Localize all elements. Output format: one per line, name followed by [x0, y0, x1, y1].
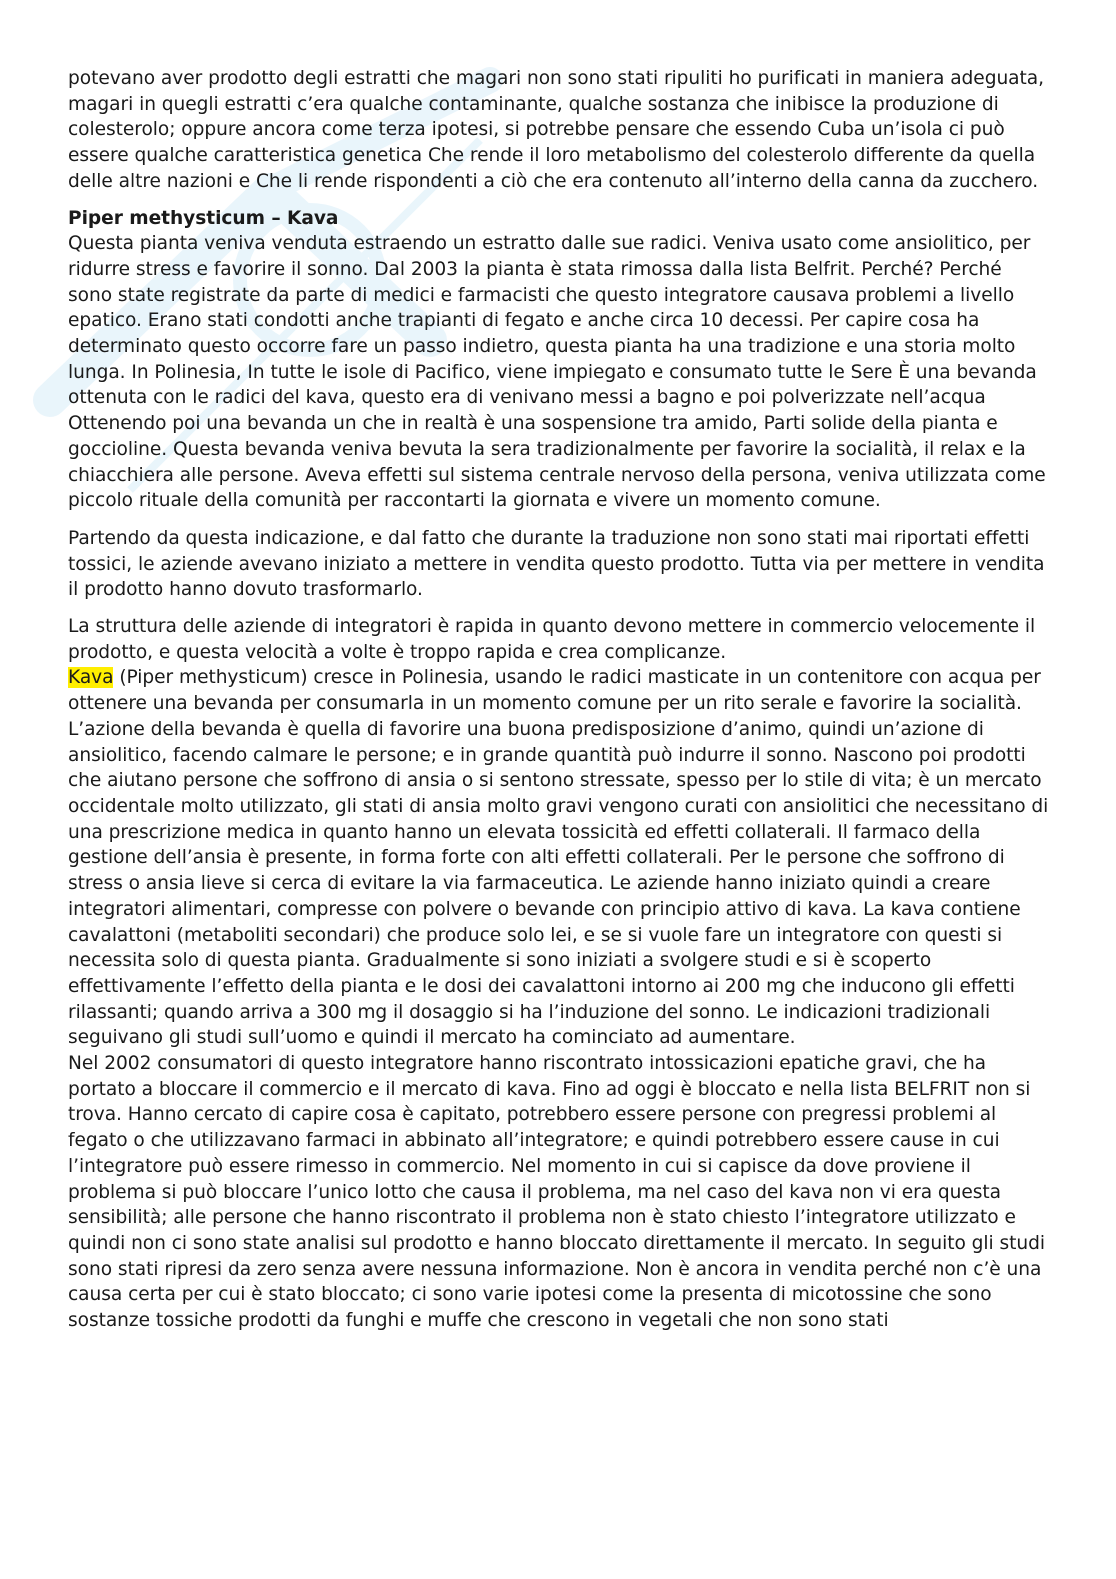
paragraph-2002-intoxications: Nel 2002 consumatori di questo integratore hanno riscontrato intossicazioni epatiche gravi, che ha portato a bloccare il commercio e il mercato di kava. Fino ad oggi è bloccato e nella lista BELFRIT non si trova. Hanno cercato di capire cosa è capitato, potrebbero essere persone con pregressi problemi al fegato o che utilizzavano farmaci in abbinato all’integratore; e quindi potrebbero essere cause in cui l’integratore può essere rimesso in commercio. Nel momento in cui si capisce da dove proviene il problema si può bloccare l’unico lotto che causa il problema, ma nel caso del kava non vi era questa sensibilità; alle persone che hanno riscontrato il problema non è stato chiesto l’integratore utilizzato e quindi non ci sono state analisi sul prodotto e hanno bloccato direttamente il mercato. In seguito gli studi sono stati ripresi da zero senza avere nessuna informazione. Non è ancora in vendita perché non c’è una causa certa per cui è stato bloccato; ci sono varie ipotesi come la presenta di micotossine che sono sostanze tossiche prodotti da funghi e muffe che crescono in vegetali che non sono stati [68, 1053, 1045, 1332]
highlighted-term-kava: Kava [68, 667, 114, 689]
paragraph-kava-description [68, 665, 1050, 1051]
paragraph-cholesterol-hypotheses: potevano aver prodotto degli estratti che magari non sono stati ripuliti ho purificati in maniera adeguata, magari in quegli estratti c’era qualche contaminante, qualche sostanza che inibisce la produzione di colesterolo; oppure ancora come terza ipotesi, si potrebbe pensare che essendo Cuba un’isola ci può essere qualche caratteristica genetica Che rende il loro metabolismo del colesterolo differente da quella delle altre nazioni e Che li rende rispondenti a ciò che era contenuto all’interno della canna da zucchero. [68, 68, 1044, 192]
section-kava [68, 206, 1050, 514]
paragraph-company-structure: La struttura delle aziende di integratori è rapida in quanto devono mettere in commercio velocemente il prodotto, e questa velocità a volte è troppo rapida e crea complicanze. [68, 616, 1036, 663]
kava-description-text: (Piper methysticum) cresce in Polinesia, usando le radici masticate in un contenitore con acqua per ottenere una bevanda per consumarla in un momento comune per un rito serale e favorire la socialità. L’azione della bevanda è quella di favorire una buona predisposizione d’animo, quindi un’azione di ansiolitico, facendo calmare le persone; e in grande quantità può indurre il sonno. Nascono poi prodotti che aiutano persone che soffrono di ansia o si sentono stressate, spesso per lo stile di vita; è un mercato occidentale molto utilizzato, gli stati di ansia molto gravi vengono curati con ansiolitici che necessitano di una prescrizione medica in quanto hanno un elevata tossicità ed effetti collaterali. Il farmaco della gestione dell’ansia è presente, in forma forte con alti effetti collaterali. Per le persone che soffrono di stress o ansia lieve si cerca di evitare la via farmaceutica. Le aziende hanno iniziato quindi a creare integratori alimentari, compresse con polvere o bevande con principio attivo di kava. La kava contiene cavalattoni (metaboliti secondari) che produce solo lei, e se si vuole fare un integratore con questi si necessita solo di questa pianta. Gradualmente si sono iniziati a svolgere studi e si è scoperto effettivamente l’effetto della pianta e le dosi dei cavalattoni intorno ai 200 mg che inducono gli effetti rilassanti; quando arriva a 300 mg il dosaggio si ha l’induzione del sonno. Le indicazioni tradizionali seguivano gli studi sull’uomo e quindi il mercato ha cominciato ad aumentare. [68, 667, 1049, 1049]
section-heading-kava: Piper methysticum – Kava [68, 207, 339, 229]
document-page [68, 66, 1050, 1345]
paragraph-market-entry: Partendo da questa indicazione, e dal fatto che durante la traduzione non sono stati mai riportati effetti tossici, le aziende avevano iniziato a mettere in vendita questo prodotto. Tutta via per mettere in vendita il prodotto hanno dovuto trasformarlo. [68, 527, 1045, 601]
paragraph-kava-history: Questa pianta veniva venduta estraendo un estratto dalle sue radici. Veniva usato come ansiolitico, per ridurre stress e favorire il sonno. Dal 2003 la pianta è stata rimossa dalla lista Belfrit. Perché? Perché sono state registrate da parte di medici e farmacisti che questo integratore causava problemi a livello epatico. Erano stati condotti anche trapianti di fegato e anche circa 10 decessi. Per capire cosa ha determinato questo occorre fare un passo indietro, questa pianta ha una tradizione e una storia molto lunga. In Polinesia, In tutte le isole di Pacifico, viene impiegato e consumato tutte le Sere È una bevanda ottenuta con le radici del kava, questo era di venivano messi a bagno e poi polverizzate nell’acqua Ottenendo poi una bevanda un che in realtà è una sospensione tra amido, Parti solide della pianta e goccioline. Questa bevanda veniva bevuta la sera tradizionalmente per favorire la socialità, il relax e la chiacchiera alle persone. Aveva effetti sul sistema centrale nervoso della persona, veniva utilizzata come piccolo rituale della comunità per raccontarti la giornata e vivere un momento comune. [68, 233, 1046, 512]
